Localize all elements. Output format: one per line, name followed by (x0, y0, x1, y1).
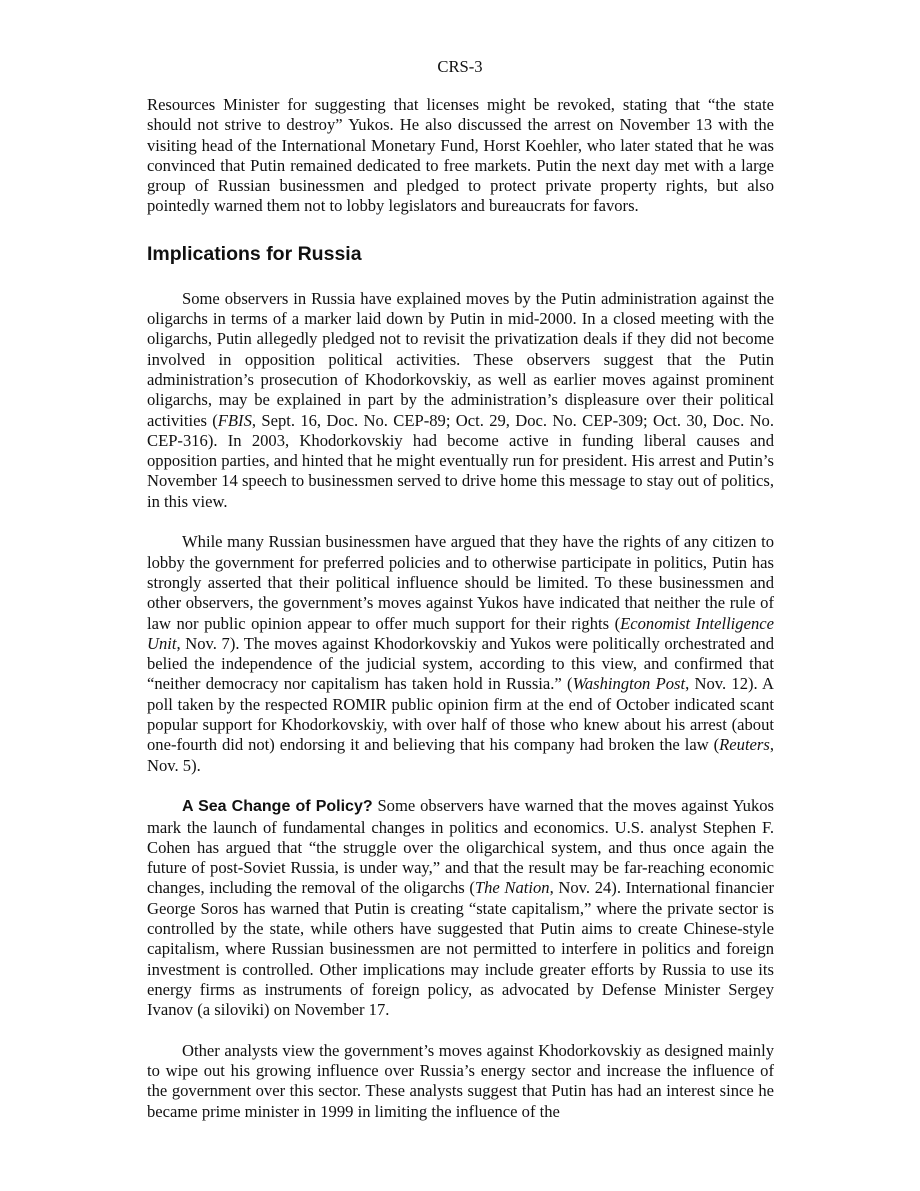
source-citation: The Nation (474, 878, 550, 898)
source-citation: Washington Post (572, 674, 686, 694)
body-text (147, 95, 774, 1122)
paragraph-businessmen-rights: While many Russian businessmen have argued that they have the rights of any citizen to lobby the government for preferred policies and to otherwise participate in politics, Putin has strongly asserted that their political influence should be limited. To these businessmen and other observers, the government’s moves against Yukos have indicated that neither the rule of law nor public opinion appear to offer much support for their rights (Economist Intelligence Unit, Nov. 7). The moves against Khodorkovskiy and Yukos were politically orchestrated and belied the independence of the judicial system, according to this view, and confirmed that “neither democracy nor capitalism has taken hold in Russia.” (Washington Post, Nov. 12). A poll taken by the respected ROMIR public opinion firm at the end of October indicated scant popular support for Khodorkovskiy, with over half of those who knew about his arrest (about one-fourth did not) endorsing it and believing that his company had broken the law (Reuters, Nov. 5). (147, 532, 774, 775)
paragraph-oligarchs-marker: Some observers in Russia have explained moves by the Putin administration against the oligarchs in terms of a marker laid down by Putin in mid-2000. In a closed meeting with the oligarchs, Putin allegedly pledged not to revisit the privatization deals if they did not become involved in opposition political activities. These observers suggest that the Putin administration’s prosecution of Khodorkovskiy, as well as earlier moves against prominent oligarchs, may be explained in part by the administration’s displeasure over their political activities (FBIS, Sept. 16, Doc. No. CEP-89; Oct. 29, Doc. No. CEP-309; Oct. 30, Doc. No. CEP-316). In 2003, Khodorkovskiy had become active in funding liberal causes and opposition parties, and hinted that he might eventually run for president. His arrest and Putin’s November 14 speech to businessmen served to drive home this message to stay out of politics, in this view. (147, 288, 775, 511)
source-citation: FBIS (217, 410, 252, 430)
paragraph-continued: Resources Minister for suggesting that licenses might be revoked, stating that “the state should not strive to destroy” Yukos. He also discussed the arrest on November 13 with the visiting head of the International Monetary Fund, Horst Koehler, who later stated that he was convinced that Putin remained dedicated to free markets. Putin the next day met with a large group of Russian businessmen and pledged to protect private property rights, but also pointedly warned them not to lobby legislators and bureaucrats for favors. (147, 95, 774, 216)
page-header: CRS-3 (437, 57, 483, 76)
run-in-heading: A Sea Change of Policy? (182, 798, 373, 816)
paragraph-energy-sector: Other analysts view the government’s moves against Khodorkovskiy as designed mainly to wipe out his growing influence over Russia’s energy sector and increase the influence of the government over this sector. These analysts suggest that Putin has had an interest since he became prime minister in 1999 in limiting the influence of the (147, 1040, 774, 1121)
source-citation: Economist Intelligence Unit (147, 613, 774, 653)
section-heading: Implications for Russia (147, 242, 362, 265)
paragraph-sea-change: A Sea Change of Policy? Some observers have warned that the moves against Yukos mark the launch of fundamental changes in politics and economics. U.S. analyst Stephen F. Cohen has argued that “the struggle over the oligarchical system, and thus once again the future of post-Soviet Russia, is under way,” and that the result may be far-reaching economic changes, including the removal of the oligarchs (The Nation, Nov. 24). International financier George Soros has warned that Putin is creating “state capitalism,” where the private sector is controlled by the state, while others have suggested that Putin aims to create Chinese-style capitalism, where Russian businessmen are not permitted to interfere in politics and foreign investment is controlled. Other implications may include greater efforts by Russia to use its energy firms as instruments of foreign policy, as advocated by Defense Minister Sergey Ivanov (a siloviki) on November 17. (147, 796, 774, 1020)
source-citation: Reuters (719, 735, 770, 755)
